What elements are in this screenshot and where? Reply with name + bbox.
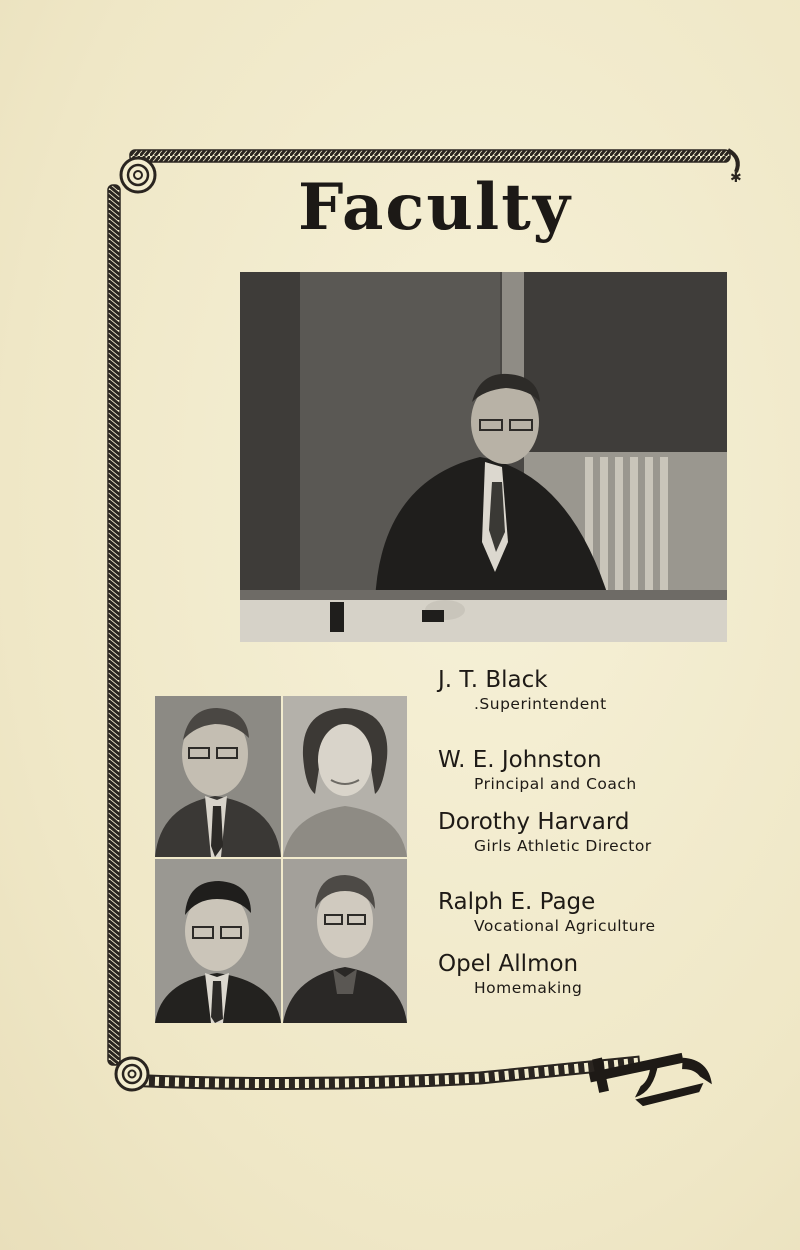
- faculty-member: [438, 666, 768, 714]
- faculty-role: .Superintendent: [474, 695, 607, 713]
- page-title: Faculty: [298, 170, 572, 245]
- anchor-icon: [586, 1036, 713, 1115]
- faculty-role: Principal and Coach: [474, 775, 637, 793]
- photo-dorothy-harvard: [283, 696, 407, 857]
- faculty-member: [438, 808, 768, 856]
- faculty-name: Opel Allmon: [438, 951, 579, 977]
- faculty-member: [438, 746, 768, 794]
- svg-text:✱: ✱: [730, 170, 742, 186]
- faculty-role: Homemaking: [474, 979, 583, 997]
- faculty-member: [438, 950, 768, 998]
- photo-opel-allmon: [283, 859, 407, 1023]
- main-photo: [240, 272, 727, 642]
- photo-w-e-johnston: [155, 696, 281, 857]
- faculty-member: [438, 888, 768, 936]
- faculty-name: Ralph E. Page: [438, 889, 596, 915]
- faculty-role: Vocational Agriculture: [474, 917, 656, 935]
- faculty-name: J. T. Black: [438, 667, 548, 693]
- faculty-name: Dorothy Harvard: [438, 809, 630, 835]
- faculty-role: Girls Athletic Director: [474, 837, 652, 855]
- photo-ralph-e-page: [155, 859, 281, 1023]
- faculty-name: W. E. Johnston: [438, 747, 602, 773]
